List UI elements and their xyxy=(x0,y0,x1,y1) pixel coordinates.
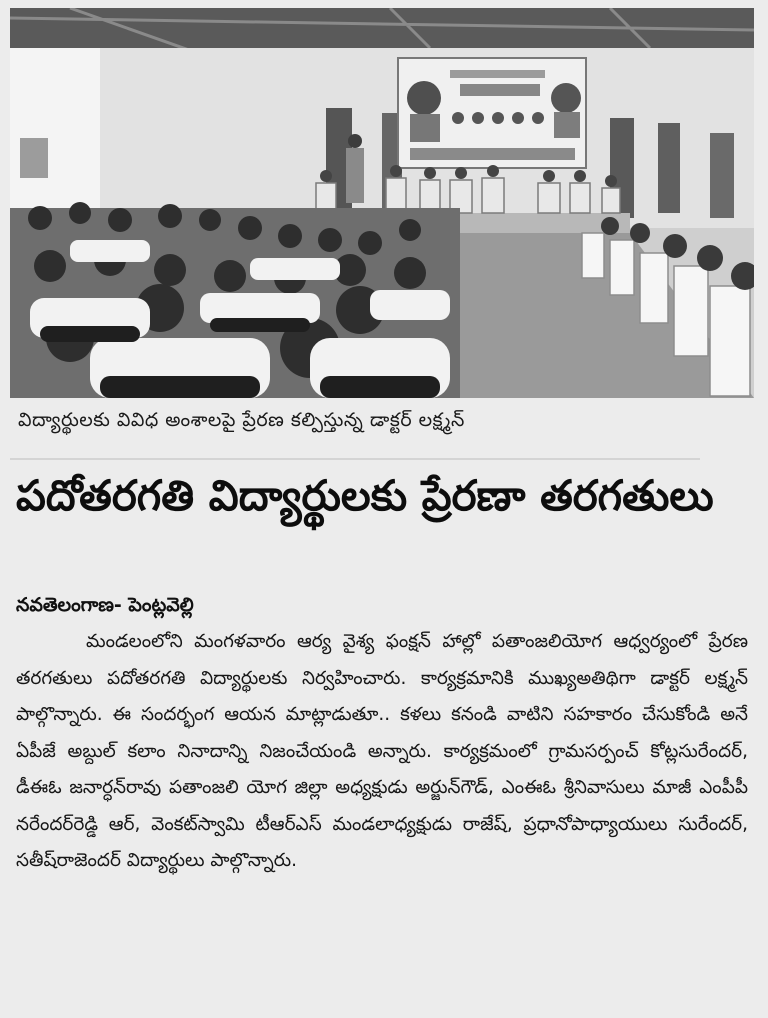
dateline: నవతెలంగాణ- పెంట్లవెల్లి xyxy=(16,594,194,616)
photo-caption: విద్యార్థులకు వివిధ అంశాలపై ప్రేరణ కల్పిస్తున్న డాక్టర్ లక్ష్మన్ xyxy=(18,409,465,431)
audience-left xyxy=(10,202,460,398)
article-body: మండలంలోని మంగళవారం ఆర్య వైశ్య ఫంక్షన్ హాల్లో పతాంజలియోగ ఆధ్వర్యంలో ప్రేరణ తరగతులు పదోతరగతి విద్యార్థులకు నిర్వహించారు. కార్యక్రమానికి ముఖ్యఅతిథిగా డాక్టర్ లక్ష్మన్ పాల్గొన్నారు. ఈ సందర్భంగ ఆయన మాట్లాడుతూ.. కళలు కనండి వాటిని సహకారం చేసుకోండి అనే ఏపీజే అబ్దుల్ కలాం నినాదాన్ని నిజంచేయండి అన్నారు. కార్యక్రమంలో గ్రామసర్పంచ్ కోట్లసురేందర్, డీఈఓ జనార్ధన్‌రావు పతాంజలి యోగ జిల్లా అధ్యక్షుడు అర్జున్‌గౌడ్, ఎంఈఓ శ్రీనివాసులు మాజీ ఎంపీపీ నరేందర్‌రెడ్డి ఆర్, వెంకట్‌స్వామి టీఆర్ఎస్ మండలాధ్యక్షుడు రాజేష్, ప్రధానోపాధ్యాయులు సురేందర్, సతీష్‌రాజెందర్ విద్యార్థులు పాల్గొన్నారు. xyxy=(16,631,748,871)
headline: పదోతరగతి విద్యార్థులకు ప్రేరణా తరగతులు xyxy=(16,471,714,520)
event-photo xyxy=(10,8,754,398)
event-photo-illustration xyxy=(10,8,754,398)
window xyxy=(20,138,48,178)
event-banner xyxy=(398,58,586,168)
divider xyxy=(10,458,700,460)
speaker xyxy=(346,148,364,203)
